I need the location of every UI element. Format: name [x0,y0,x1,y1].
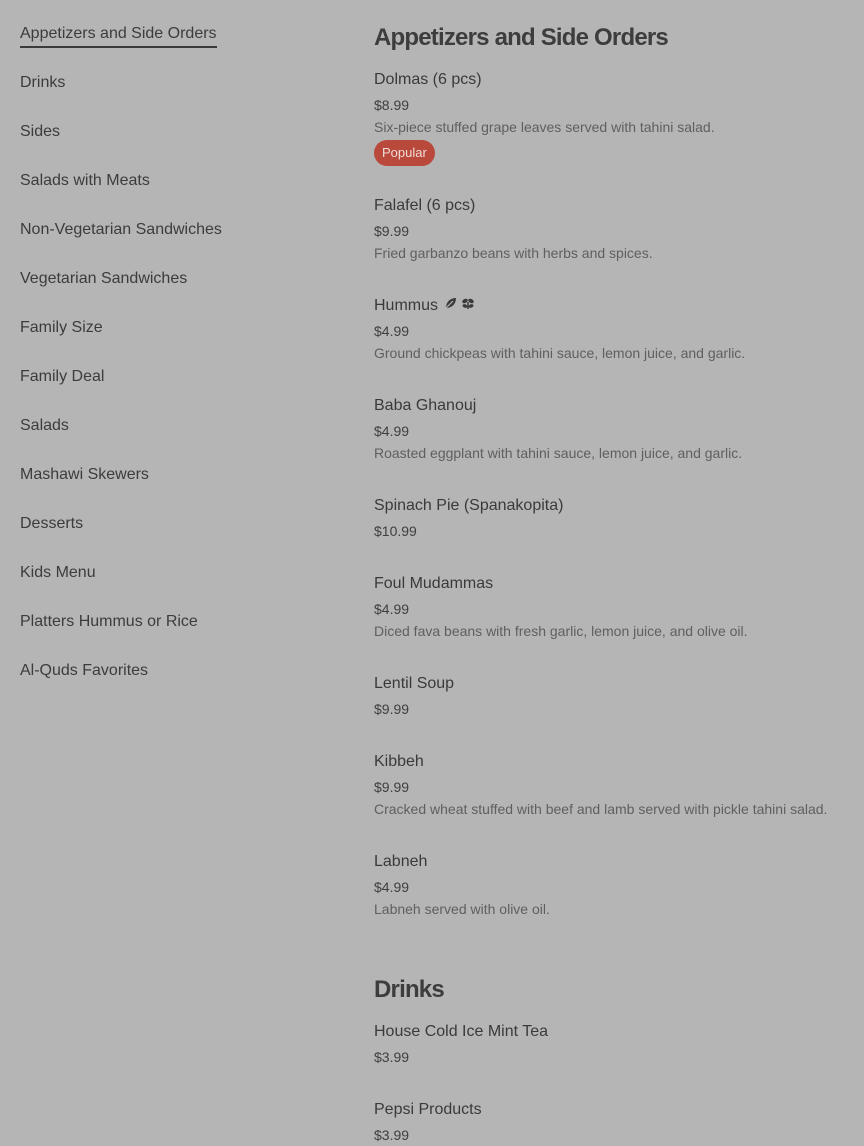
menu-item-hummus[interactable] [374,296,854,362]
popular-badge: Popular [374,140,435,166]
sidebar-item-salads-with-meats[interactable] [20,169,320,218]
sidebar-item-appetizers[interactable] [20,22,320,71]
item-price: $4.99 [374,879,410,896]
sidebar-item-label: Al-Quds Favorites [20,662,149,679]
item-price: $9.99 [374,779,410,796]
item-name-row [374,296,854,316]
item-name: Pepsi Products [374,1101,482,1119]
item-price: $10.99 [374,523,417,540]
sidebar-item-al-quds-favorites[interactable] [20,659,320,708]
sidebar-item-drinks[interactable] [20,71,320,120]
sidebar-item-family-size[interactable] [20,316,320,365]
menu-item-lentil-soup[interactable] [374,674,854,718]
sidebar-item-label: Kids Menu [20,564,96,581]
sidebar-item-label: Desserts [20,515,84,532]
sidebar-item-sides[interactable] [20,120,320,169]
menu-item-spinach-pie[interactable] [374,496,854,540]
sidebar-item-kids-menu[interactable] [20,561,320,610]
sidebar-item-mashawi-skewers[interactable] [20,463,320,512]
item-name: Foul Mudammas [374,575,494,593]
item-name: Falafel (6 pcs) [374,197,476,214]
sidebar-item-label: Mashawi Skewers [20,466,149,483]
sidebar-item-vegetarian-sandwiches[interactable] [20,267,320,316]
sidebar-item-desserts[interactable] [20,512,320,561]
item-price: $4.99 [374,601,410,618]
item-name: Baba Ghanouj [374,397,477,415]
item-description: Labneh served with olive oil. [374,901,550,918]
item-description: Roasted eggplant with tahini sauce, lemon juice, and garlic. [374,445,743,462]
item-name: Labneh [374,853,428,871]
item-price: $3.99 [374,1127,410,1144]
sidebar-item-family-deal[interactable] [20,365,320,414]
item-price: $8.99 [374,97,410,113]
item-description: Fried garbanzo beans with herbs and spices. [374,245,653,261]
sidebar-item-non-vegetarian-sandwiches[interactable] [20,218,320,267]
menu-content [374,22,854,1144]
item-description: Cracked wheat stuffed with beef and lamb served with pickle tahini salad. [374,801,828,818]
item-name: Spinach Pie (Spanakopita) [374,497,564,515]
item-name: Kibbeh [374,753,424,771]
item-name: Dolmas (6 pcs) [374,71,482,88]
item-description: Diced fava beans with fresh garlic, lemon juice, and olive oil. [374,623,748,640]
item-price: $9.99 [374,223,410,239]
item-price: $3.99 [374,1049,410,1066]
item-name: House Cold Ice Mint Tea [374,1023,549,1041]
menu-item-foul-mudammas[interactable] [374,574,854,640]
section-title: Appetizers and Side Orders [374,24,668,51]
sidebar-item-salads[interactable] [20,414,320,463]
item-price: $4.99 [374,423,410,440]
sidebar-item-label: Family Size [20,319,103,336]
item-price: $9.99 [374,701,410,718]
sidebar-item-label: Salads with Meats [20,172,150,189]
item-name: Lentil Soup [374,675,455,693]
menu-section-drinks [374,974,854,1144]
category-sidebar [20,22,320,708]
menu-item-labneh[interactable] [374,852,854,918]
item-description: Six-piece stuffed grape leaves served with tahini salad. [374,119,715,135]
menu-item-pepsi[interactable] [374,1100,854,1144]
sidebar-item-label: Appetizers and Side Orders [20,23,217,48]
sidebar-item-platters[interactable] [20,610,320,659]
sidebar-item-label: Family Deal [20,368,105,385]
item-description: Ground chickpeas with tahini sauce, lemon juice, and garlic. [374,345,746,362]
menu-section-appetizers [374,22,854,918]
sidebar-item-label: Drinks [20,74,66,91]
menu-item-falafel[interactable] [374,196,854,262]
menu-item-mint-tea[interactable] [374,1022,854,1066]
sprout-icon [460,296,476,316]
sidebar-item-label: Salads [20,417,69,434]
sidebar-item-label: Platters Hummus or Rice [20,613,198,630]
menu-item-kibbeh[interactable] [374,752,854,818]
sidebar-item-label: Non-Vegetarian Sandwiches [20,221,222,238]
sidebar-item-label: Vegetarian Sandwiches [20,270,188,287]
sidebar-item-label: Sides [20,123,61,140]
menu-item-baba-ghanouj[interactable] [374,396,854,462]
item-price: $4.99 [374,323,410,340]
item-name: Hummus [374,297,439,315]
section-title: Drinks [374,976,444,1004]
menu-item-dolmas[interactable] [374,70,854,166]
leaf-icon [444,296,458,316]
